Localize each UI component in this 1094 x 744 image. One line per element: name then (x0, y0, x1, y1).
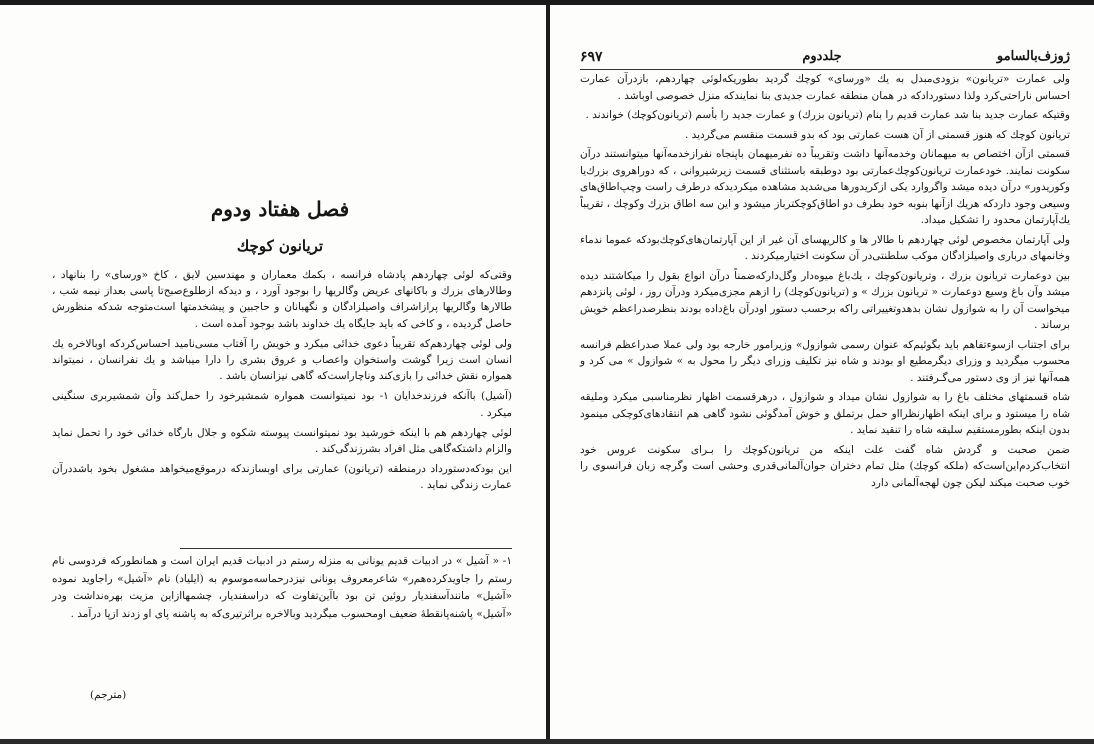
volume-label: جلددوم (802, 49, 842, 64)
chapter-title: فصل هفتاد ودوم (210, 197, 350, 221)
paragraph: ولی لوئی چهاردهم‌که تقریباً دعوی خدائی میکرد و خویش را آفتاب مسی‌نامید احساس‌کرد‌که اوبالاخره یك انسان است زیرا گوشت واستخوان واعصاب و عروق بشری را دارا میباشد و یك نفرانسان ، نمیتواند همواره نقش خدائی را بازی‌کند وناچاراست‌که گاهی نیزانسان باشد . (52, 337, 512, 383)
paragraph: لوئی چهاردهم هم با اینکه خورشید بود نمیتوانست پیوسته شکوه و جلال بارگاه خدائی خود را تحمل نماید والزام داشتکه‌گاهی مثل افراد بشرزندگی‌کند . (52, 426, 512, 456)
paragraph: شاه قسمتهای مختلف باغ را به شوازول نشان میداد و شوازول ، درهرقسمت اظهار نظرمناسبی میکرد وملیقه شاه را میستود و برای اینکه اظهارنظرااو حمل برتملق و خوش آمدگوئی نشود گاهی هم انتقادهای‌کوچکی مینمود بدون اینکه بطورمستقیم سلیقه شاه را تنقید نماید . (580, 391, 1070, 436)
header-divider (580, 69, 1070, 70)
footnote-text: ۱- « آشیل » در ادبیات قدیم یونانی به منزله رستم در ادبیات قدیم ایران است و همانطورکه فردوسی نام رستم را جاوید‌کرده‌هم‌ر» شاعرمعروف یونانی نیزدرحماسه‌موسوم به (ایلیاد) نام «آشیل» راجاوید نموده «آشیل» مانندآسفندیار روئین تن بود باآین‌تفاوت که دراسفندیار، چشمهاازاین مزیت بهره‌نداشت ودر «آشیل» پاشنه‌پانقطهٔ ضعیف اومحسوب میگردید وبالاخره براثرتیری‌که به پاشنه پای او زدند ازپا درآمد . (52, 555, 512, 620)
paragraph: این بودکه‌دستورداد درمنطقه (تریانون) عمارتی برای اوبسازندکه درموقع‌میخواهد مشغول بخود باشددرآن عمارت زندگی نماید . (52, 463, 512, 492)
page-number: ۶۹۷ (580, 49, 603, 65)
paragraph: برای اجتناب ازسوءتفاهم باید بگوئیم‌که عنوان رسمی شوازول» وزیرامور خارجه بود ولی عملا صدراعظم فرانسه محسوب میگردید و وزرای دیگرمطیع او بودند و شاه نیز تکلیف وزرای دیگر را محول به » شوازول » می کرد و همه‌آنها نیز از وی دستور می‌گـرفتند . (580, 338, 1070, 384)
paragraph: وقتی‌که لوئی چهاردهم پادشاه فرانسه ، بکمك معماران و مهندسین لایق ، کاخ «ورسای» را بنا‌نهاد ، وطالارهای بزرك و باکانهای عریض وگالریها را بوجود آورد ، و دیدکه ازطلوع‌صبح‌تا پاسی بعداز نیمه شب ، طالارها وگالریها پرازاشراف واصیلزادگان و نگهبانان و حاجبین و پیشخدمتها است‌متوجه شدکه منظورش حاصل گردیده ، و کاخی که باید جایگاه یك خداوند باشد بوجود آمده است . (52, 269, 512, 330)
left-page (0, 5, 546, 739)
paragraph: ولی عمارت «تریانون» بزودی‌مبدل به یك «ورسای» کوچك گردید بطوریکه‌لوئی چهاردهم، بازدرآن عمارت احساس ناراحتی‌کرد ولذا دستورداد‌که در همان منطقه عمارت جدیدی بنا نمایندکه منزل خصوصی اوباشد . (580, 73, 1070, 102)
footnote-divider (180, 548, 512, 549)
paragraph: وقتیکه عمارت جدید بنا شد عمارت قدیم را بنام (تریانون بزرك) و عمارت جدید را بأسم (تریانون‌کوچك) خواندند . (585, 109, 1070, 121)
translator-note: (مترجم) (90, 689, 127, 701)
paragraph: (آشیل) باآنکه فرزندخدایان ۱- بود نمیتوانست همواره شمشیرخود را حمل‌کند وآن شمشیربری سنگینی میکرد . (52, 390, 512, 419)
footnote (52, 553, 512, 623)
right-page-body (580, 71, 1070, 494)
running-title: ژوزف‌بالسامو (996, 49, 1070, 64)
bottom-border (0, 739, 1094, 744)
paragraph: بین دوعمارت تریانون بزرك ، وتریانون‌کوچك ، یك‌باغ میوه‌دار وگل‌دار‌که‌ضمناً درآن انواع بقول را میکاشتند دیده میشد وآن باغ وسیع دوعمارت « تریانون بزرك » و (تریانون‌کوچك) را ازهم مجزی‌میکرد ودرآن روز ، لوئی پانزدهم میخواست آن را به شوازول نشان بدهدوتغییراتی راکه برحسب دستور اودرآن باغ‌داده بودند بنظرصدراعظم خویش برساند . (580, 269, 1070, 331)
paragraph: ولی آپارتمان مخصوص لوئی چهاردهم با طالار ها و کالریهسای آن غیر از این آپارتمان‌های‌کوچك‌بودکه عموما ندماء وخانمهای درباری واصیلزادگان موکب سلطنتی‌در آن سکونت اختیارمیکردند . (580, 233, 1070, 262)
paragraph: ضمن صحبت و گردش شاه گفت علت اینکه من تریانون‌کوچك را بـرای سکونت عروس خود انتخاب‌کردم‌این‌است‌که (ملکه کوچك) مثل تمام دختران جوان‌آلمانی‌قدری وحشی است وگرچه زبان فرانسوی را خوب صحبت میکند لیکن چون لهجه‌آلمانی دارد (580, 443, 1070, 489)
section-title: تریانون کوچك (236, 237, 324, 255)
paragraph: قسمتی ازآن اختصاص به میهمانان وخدمه‌آنها داشت وتقریباً ده نفرمیهمان باپنجاه نفرازخدمه‌آنها میتوانستند درآن سکونت نمایند. خودعمارت تریانون‌کوچك‌عمارتی بود دوطبقه باستثنای قسمت زیرشیروانی ، که دوراهروی بزرك‌یا وکوریدور» درآن دیده میشد واگروارد یکی ازکریدورها می‌شدید مشاهده میکردیدکه درطرف راست وچپ‌اطاق‌های وسیعی وجود داردکه هریك ازآنها بنوبه خود بطرف دو اطاق‌کوچکتر‌باز میشود و این سه اطاق بزرك وکوچك ، تقریباً یك‌آپارتمان محدود را تشکیل میداد. (580, 148, 1070, 226)
paragraph: تریانون کوچك که هنوز قسمتی از آن هست عمارتی بود که بدو قسمت منقسم می‌گردید . (684, 128, 1070, 141)
left-page-body (52, 267, 512, 498)
right-page (550, 5, 1094, 739)
